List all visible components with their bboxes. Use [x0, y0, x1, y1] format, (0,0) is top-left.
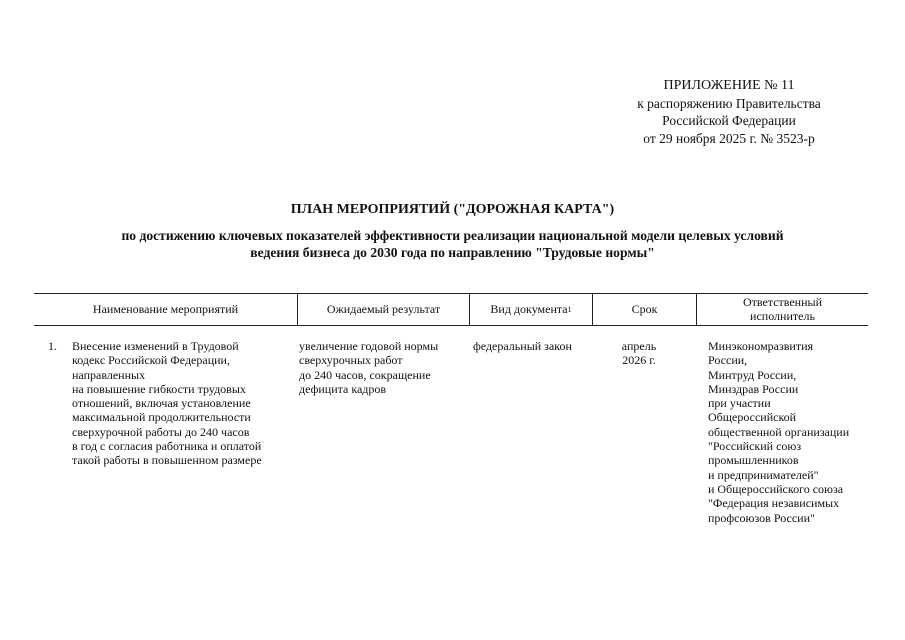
row-number: 1. [48, 339, 57, 353]
row-name: Внесение изменений в Трудовой кодекс Российской Федерации, направленных на повышение гибкости трудовых отношений, включая установление максимальной продолжительности сверхурочной работы до 240 часов в год с согласия работника и оплатой такой работы в повышенном размере [72, 339, 262, 468]
header-responsible: Ответственный исполнитель [696, 294, 868, 325]
row-result: увеличение годовой нормы сверхурочных работ до 240 часов, сокращение дефицита кадров [299, 339, 439, 396]
document-title: ПЛАН МЕРОПРИЯТИЙ ("ДОРОЖНАЯ КАРТА") [290, 202, 615, 217]
header-doc-type-label: Вид документа [490, 301, 568, 316]
row-doc-type: федеральный закон [473, 339, 572, 353]
table-row [34, 326, 868, 525]
appendix-line-2: Российской Федерации [662, 113, 796, 128]
appendix-block [560, 77, 898, 147]
subtitle-line-2: ведения бизнеса до 2030 года по направлению "Трудовые нормы" [250, 245, 655, 260]
document-subtitle [60, 227, 845, 261]
appendix-line-1: к распоряжению Правительства [637, 95, 821, 111]
header-deadline: Срок [592, 294, 696, 325]
row-responsible: Минэкономразвития России, Минтруд России, Минздрав России при участии Общероссийской общественной организации "Российский союз промышленников и предпринимателей" и Общероссийского союза "Федерация независимых профсоюзов России" [708, 339, 850, 525]
table-header-row [34, 293, 868, 326]
appendix-label: ПРИЛОЖЕНИЕ № 11 [663, 78, 795, 93]
header-result: Ожидаемый результат [297, 294, 469, 325]
row-deadline: апрель 2026 г. [621, 339, 657, 368]
appendix-line-3: от 29 ноября 2025 г. № 3523-р [643, 130, 815, 146]
subtitle-line-1: по достижению ключевых показателей эффективности реализации национальной модели целевых условий [121, 228, 784, 243]
header-name: Наименование мероприятий [92, 301, 239, 316]
header-doc-type: Вид документа 1 [469, 294, 592, 325]
row-name-cell [34, 339, 297, 525]
roadmap-table [34, 293, 868, 525]
